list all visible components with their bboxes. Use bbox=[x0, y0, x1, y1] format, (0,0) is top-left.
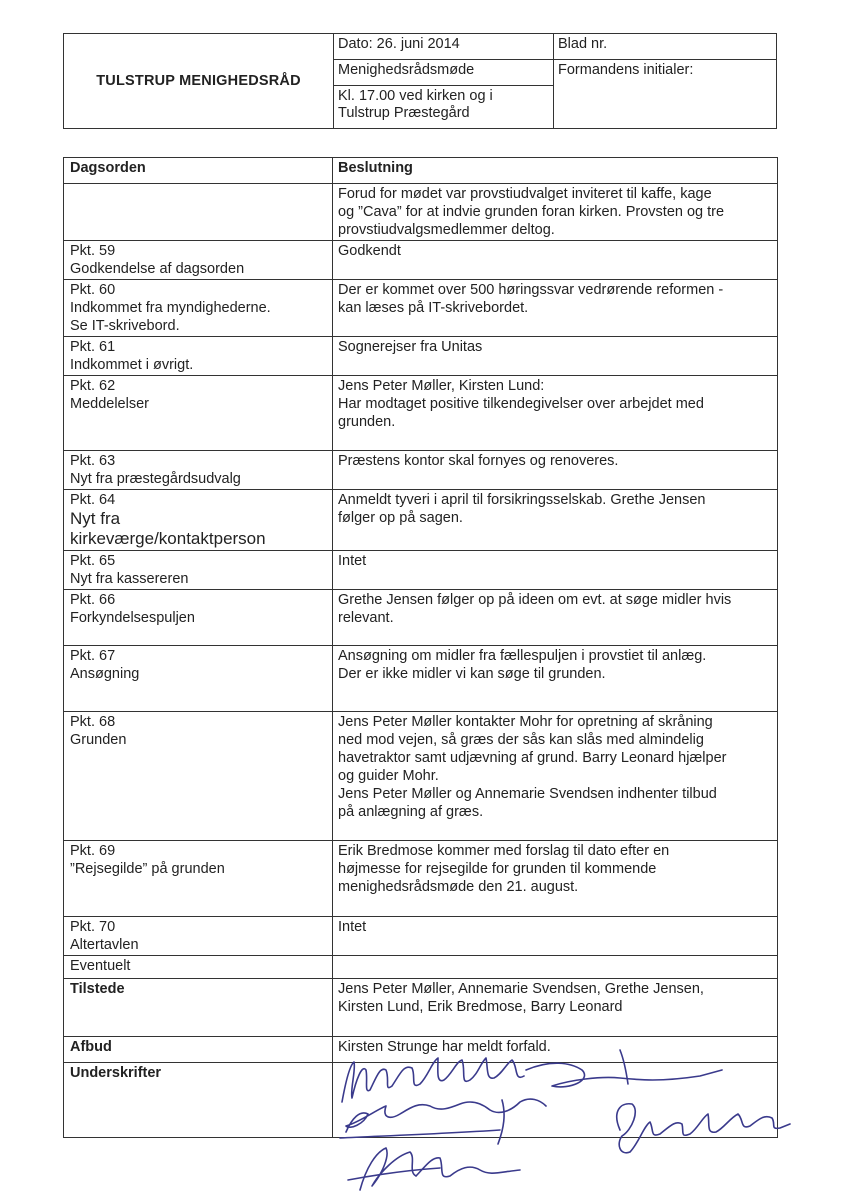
table-header-row bbox=[64, 158, 778, 184]
council-name: TULSTRUP MENIGHEDSRÅD bbox=[64, 34, 334, 129]
agenda-item-cell: Pkt. 62 Meddelelser bbox=[64, 376, 333, 451]
absent-cell: Kirsten Strunge har meldt forfald. bbox=[333, 1037, 778, 1063]
table-row bbox=[64, 1037, 778, 1063]
table-row bbox=[64, 712, 778, 841]
agenda-table bbox=[63, 157, 778, 1138]
table-row bbox=[64, 337, 778, 376]
header-table bbox=[63, 33, 777, 129]
agenda-item-cell: Pkt. 67 Ansøgning bbox=[64, 646, 333, 712]
decision-cell: Erik Bredmose kommer med forslag til dato efter en højmesse for rejsegilde for grunden til kommende menighedsrådsmøde den 21. august. bbox=[333, 841, 778, 917]
agenda-item-cell: Pkt. 68 Grunden bbox=[64, 712, 333, 841]
table-row bbox=[64, 1063, 778, 1138]
meeting-type: Menighedsrådsmøde bbox=[334, 60, 554, 86]
table-row bbox=[64, 241, 778, 280]
agenda-item-cell: Pkt. 61 Indkommet i øvrigt. bbox=[64, 337, 333, 376]
meeting-date: Dato: 26. juni 2014 bbox=[334, 34, 554, 60]
decision-cell: Jens Peter Møller kontakter Mohr for opretning af skråning ned mod vejen, så græs der sås kan slås med almindelig havetraktor samt udjævning af grund. Barry Leonard hjælper og guider Mohr. Jens Peter Møller og Annemarie Svendsen indhenter tilbud på anlægning af græs. bbox=[333, 712, 778, 841]
table-row bbox=[64, 590, 778, 646]
agenda-item-cell: Pkt. 65 Nyt fra kassereren bbox=[64, 551, 333, 590]
table-row bbox=[64, 490, 778, 551]
chair-initials: Formandens initialer: bbox=[554, 60, 777, 129]
decision-cell: Intet bbox=[333, 551, 778, 590]
table-row bbox=[64, 956, 778, 979]
table-row bbox=[64, 184, 778, 241]
table-row bbox=[64, 451, 778, 490]
decision-cell: Intet bbox=[333, 917, 778, 956]
table-row bbox=[64, 551, 778, 590]
decision-cell: Grethe Jensen følger op på ideen om evt. at søge midler hvis relevant. bbox=[333, 590, 778, 646]
absent-label: Afbud bbox=[64, 1037, 333, 1063]
sheet-number: Blad nr. bbox=[554, 34, 777, 60]
agenda-item-cell: Pkt. 70 Altertavlen bbox=[64, 917, 333, 956]
agenda-item-cell: Pkt. 64 Nyt fra kirkeværge/kontaktperson bbox=[64, 490, 333, 551]
table-row bbox=[64, 376, 778, 451]
agenda-item-cell: Eventuelt bbox=[64, 956, 333, 979]
meeting-place: Kl. 17.00 ved kirken og i Tulstrup Præstegård bbox=[334, 86, 554, 129]
agenda-item-cell: Pkt. 59 Godkendelse af dagsorden bbox=[64, 241, 333, 280]
table-row bbox=[64, 841, 778, 917]
decision-cell: Sognerejser fra Unitas bbox=[333, 337, 778, 376]
decision-cell: Forud for mødet var provstiudvalget inviteret til kaffe, kage og ”Cava” for at indvie grunden foran kirken. Provsten og tre provstiudvalgsmedlemmer deltog. bbox=[333, 184, 778, 241]
decision-cell: Godkendt bbox=[333, 241, 778, 280]
present-cell: Jens Peter Møller, Annemarie Svendsen, Grethe Jensen, Kirsten Lund, Erik Bredmose, Barry Leonard bbox=[333, 979, 778, 1037]
decision-cell: Ansøgning om midler fra fællespuljen i provstiet til anlæg. Der er ikke midler vi kan søge til grunden. bbox=[333, 646, 778, 712]
agenda-item-cell: Pkt. 66 Forkyndelsespuljen bbox=[64, 590, 333, 646]
agenda-item-cell: Pkt. 63 Nyt fra præstegårdsudvalg bbox=[64, 451, 333, 490]
decision-cell: Anmeldt tyveri i april til forsikringsselskab. Grethe Jensen følger op på sagen. bbox=[333, 490, 778, 551]
present-label: Tilstede bbox=[64, 979, 333, 1037]
table-row bbox=[64, 646, 778, 712]
decision-column-header: Beslutning bbox=[333, 158, 778, 184]
signatures-cell bbox=[333, 1063, 778, 1138]
signatures-label: Underskrifter bbox=[64, 1063, 333, 1138]
table-row bbox=[64, 979, 778, 1037]
decision-cell bbox=[333, 956, 778, 979]
decision-cell: Der er kommet over 500 høringssvar vedrørende reformen - kan læses på IT-skrivebordet. bbox=[333, 280, 778, 337]
agenda-item-cell: Pkt. 69 ”Rejsegilde” på grunden bbox=[64, 841, 333, 917]
agenda-column-header: Dagsorden bbox=[64, 158, 333, 184]
decision-cell: Præstens kontor skal fornyes og renoveres. bbox=[333, 451, 778, 490]
signature-stroke bbox=[360, 1148, 520, 1190]
agenda-item-cell: Pkt. 60 Indkommet fra myndighederne. Se IT-skrivebord. bbox=[64, 280, 333, 337]
table-row bbox=[64, 280, 778, 337]
table-row bbox=[64, 917, 778, 956]
signature-stroke bbox=[348, 1168, 440, 1180]
decision-cell: Jens Peter Møller, Kirsten Lund: Har modtaget positive tilkendegivelser over arbejdet med grunden. bbox=[333, 376, 778, 451]
